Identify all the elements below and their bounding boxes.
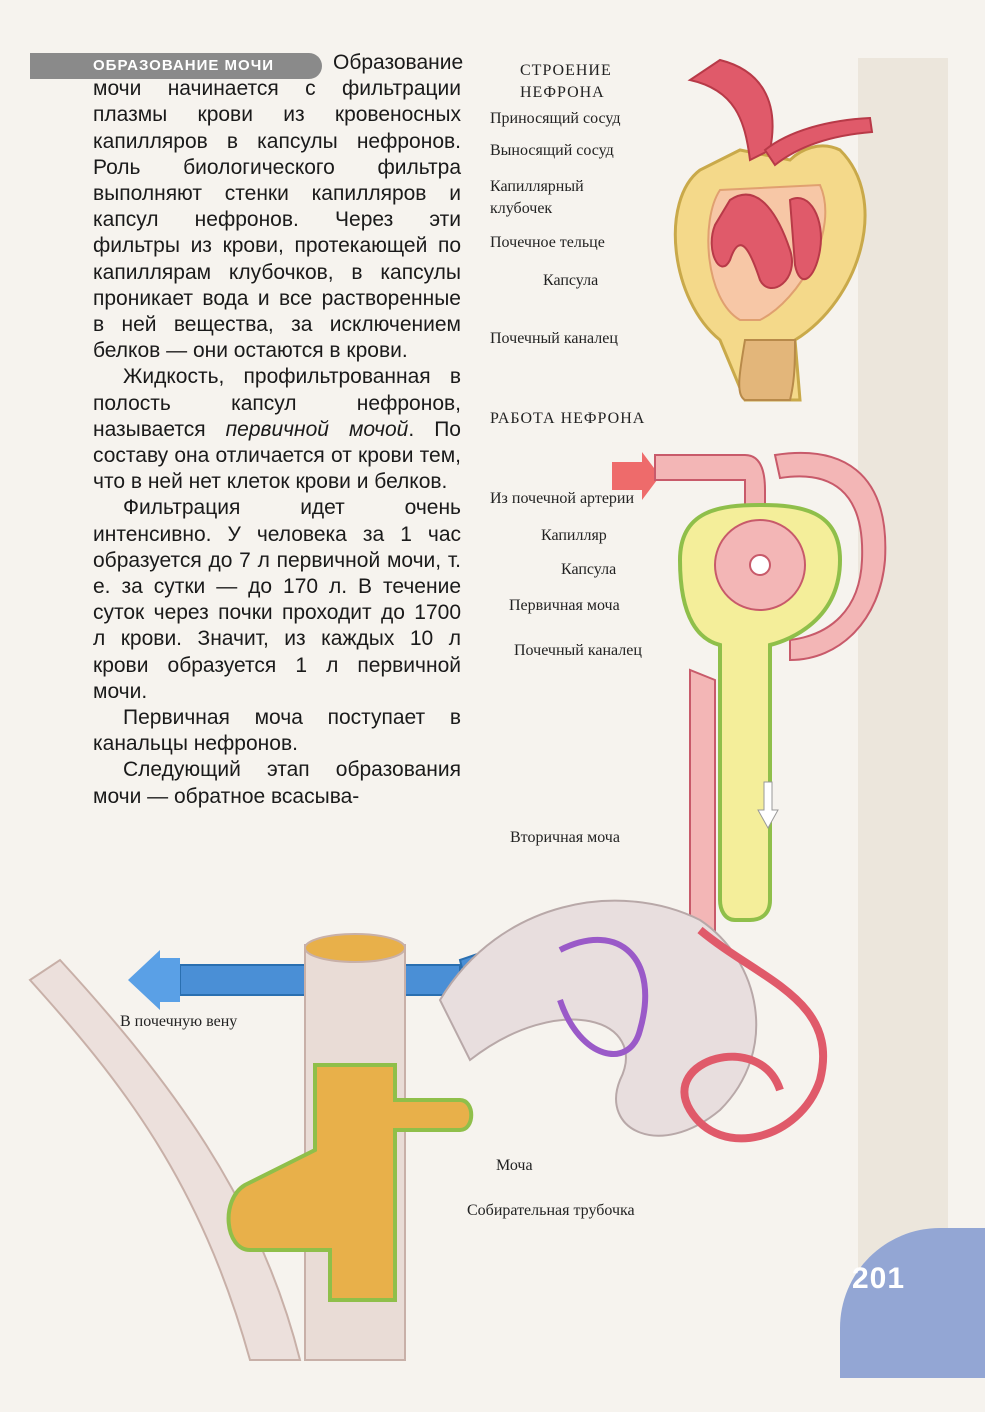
label-renal-tubule: Почечный каналец [490,330,618,347]
label-efferent-vessel: Выносящий сосуд [490,142,614,159]
collecting-duct-figure [30,901,823,1360]
term-primary-urine: первичной мочой [225,417,409,441]
section-heading: ОБРАЗОВАНИЕ МОЧИ [93,57,275,74]
paragraph-1: Образование мочи начинается с фильтрации плазмы крови из кровеносных капилляров в капсулы нефронов. Роль биологического фильтра выполняют стенки капилляров и капсул нефронов. Через эти фильтры из крови, протекающей по капиллярам клубочков, в капсулы проникает вода и все растворенные в ней вещества, за исключением белков — они остаются в крови. [93,51,464,363]
label-collecting-duct: Собирательная трубочка [467,1202,635,1219]
paragraph-3: Фильтрация идет очень интенсивно. У человека за 1 час образуется до 7 л первичной мочи, т. е. за сутки — до 170 л. В течение суток через почки проходит до 1700 л крови. Значит, из каждых 10 л крови образуется 1 л первичной мочи. [93,496,461,703]
label-from-renal-artery: Из почечной артерии [490,490,635,507]
paragraph-2-end: . По составу она отличается от крови тем, что в ней нет клеток крови и белков. [93,417,461,494]
label-capsule-2: Капсула [561,561,617,578]
label-capillary-glomerulus-1: Капиллярный [490,178,584,195]
label-secondary-urine: Вторичная моча [510,829,620,846]
label-capsule: Капсула [543,272,599,289]
label-capillary-glomerulus-2: клубочек [490,200,553,217]
figure1-title-line2: НЕФРОНА [520,84,605,101]
paragraph-2-start: Жидкость, профильтрованная в полость капсул нефронов, называется [93,365,461,441]
label-renal-corpuscle: Почечное тельце [490,234,605,251]
figure2-title: РАБОТА НЕФРОНА [490,410,646,427]
label-primary-urine: Первичная моча [509,597,620,614]
label-afferent-vessel: Приносящий сосуд [490,110,621,127]
label-renal-tubule-2: Почечный каналец [514,642,642,659]
paragraph-4: Первичная моча поступает в канальцы нефронов. [93,706,461,756]
figure1-title-line1: СТРОЕНИЕ [520,62,612,79]
paragraph-5: Следующий этап образования мочи — обратное всасыва- [93,758,461,808]
nephron-structure-figure [675,60,872,400]
label-capillary: Капилляр [541,527,607,544]
nephron-function-figure [612,452,885,945]
arrow-out-icon [128,950,180,1010]
label-urine: Моча [496,1157,533,1174]
page-number: 201 [852,1262,906,1295]
label-to-renal-vein: В почечную вену [120,1013,238,1030]
